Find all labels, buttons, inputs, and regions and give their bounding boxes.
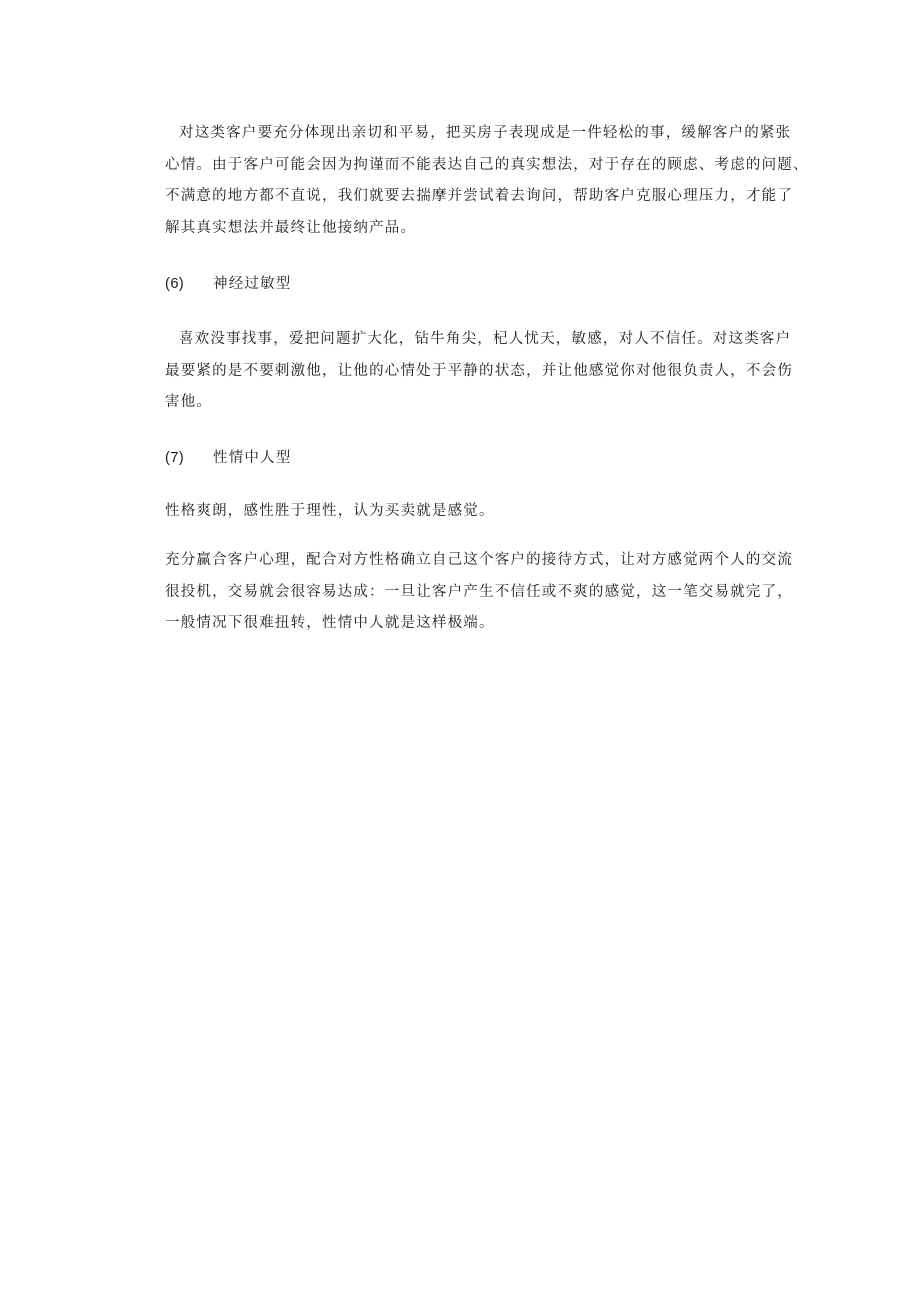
section-title: 神经过敏型 [213, 276, 292, 292]
text-line: 充分赢合客户心理，配合对方性格确立自己这个客户的接待方式，让对方感觉两个人的交流 [165, 552, 793, 568]
section-heading-7 [165, 446, 795, 470]
text-line: 性格爽朗，感性胜于理性，认为买卖就是感觉。 [165, 502, 495, 519]
text-line: 心情。由于客户可能会因为拘谨而不能表达自己的真实想法，对于存在的顾虑、考虑的问题、 [165, 156, 809, 173]
section-number: (6) [165, 276, 185, 292]
text-line: 一般情况下很难扭转，性情中人就是这样极端。 [165, 615, 495, 631]
text-line: 不满意的地方都不直说，我们就要去揣摩并尝试着去询问，帮助客户克服心理压力，才能了 [165, 188, 793, 204]
paragraph-neurotic-customer [165, 324, 795, 419]
section-title: 性情中人型 [213, 449, 292, 466]
paragraph-shy-customer-advice [165, 118, 809, 244]
paragraph-emotional-customer-traits [165, 496, 795, 528]
text-line: 解其真实想法并最终让他接纳产品。 [165, 219, 417, 236]
section-number: (7) [165, 449, 185, 466]
section-heading-6 [165, 272, 795, 296]
text-line: 喜欢没事找事，爱把问题扩大化，钻牛角尖，杞人忧天，敏感，对人不信任。对这类客户 [179, 331, 792, 347]
text-line: 最要紧的是不要刺激他，让他的心情处于平静的状态，并让他感觉你对他很负责人，不会伤 [165, 362, 793, 379]
text-line: 对这类客户要充分体现出亲切和平易，把买房子表现成是一件轻松的事，缓解客户的紧张 [179, 125, 792, 141]
text-line: 害他。 [165, 394, 213, 410]
paragraph-emotional-customer-advice [165, 545, 795, 640]
text-line: 很投机，交易就会很容易达成：一旦让客户产生不信任或不爽的感觉，这一笔交易就完了， [165, 583, 793, 600]
document-body [165, 118, 809, 640]
